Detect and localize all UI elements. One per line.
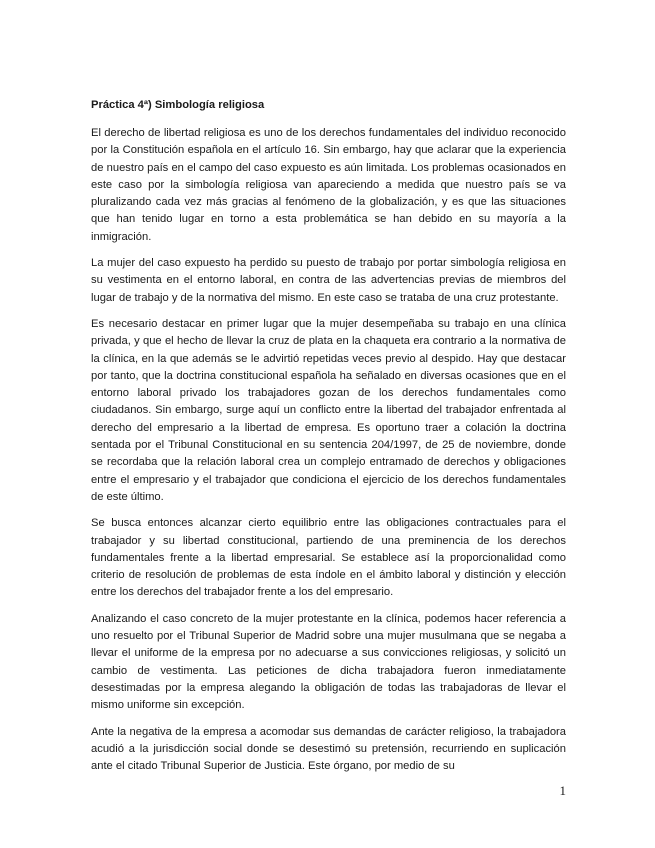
paragraph-1: El derecho de libertad religiosa es uno de los derechos fundamentales del individuo reconocido por la Constitución española en el artículo 16. Sin embargo, hay que aclarar que la experiencia de nuestro país en el campo del caso expuesto es aún limitada. Los problemas ocasionados en este caso por la simbología religiosa van apareciendo a medida que nuestro país se va pluralizando cada vez más gracias al fenómeno de la globalización, y es que las situaciones que han tenido lugar en torno a esta problemática se han debido en su mayoría a la inmigración. xyxy=(91,127,566,243)
paragraph-4: Se busca entonces alcanzar cierto equilibrio entre las obligaciones contractuales para el trabajador y su libertad constitucional, partiendo de una preminencia de los derechos fundamentales frente a la libertad empresarial. Se establece así la proporcionalidad como criterio de resolución de problemas de esta índole en el ámbito laboral y distinción y elección entre los derechos del trabajador frente a los del empresario. xyxy=(91,517,566,599)
page-number: 1 xyxy=(559,783,566,798)
paragraph-3: Es necesario destacar en primer lugar que la mujer desempeñaba su trabajo en una clínica privada, y que el hecho de llevar la cruz de plata en la chaqueta era contrario a la normativa de la clínica, en la que además se le advirtió repetidas veces previo al despido. Hay que destacar por tanto, que la doctrina constitucional española ha señalado en diversas ocasiones que en el entorno laboral privado los trabajadores gozan de los derechos fundamentales como ciudadanos. Sin embargo, surge aquí un conflicto entre la libertad del trabajador enfrentada al derecho del empresario a la libertad de empresa. Es oportuno traer a colación la doctrina sentada por el Tribunal Constitucional en su sentencia 204/1997, de 25 de noviembre, donde se recordaba que la relación laboral crea un complejo entramado de derechos y obligaciones entre el empresario y el trabajador que condiciona el ejercicio de los derechos fundamentales de este último. xyxy=(91,317,566,503)
paragraph-2: La mujer del caso expuesto ha perdido su puesto de trabajo por portar simbología religiosa en su vestimenta en el entorno laboral, en contra de las advertencias previas de miembros del lugar de trabajo y de la normativa del mismo. En este caso se trataba de una cruz protestante. xyxy=(91,257,566,304)
paragraph-5: Analizando el caso concreto de la mujer protestante en la clínica, podemos hacer referencia a uno resuelto por el Tribunal Superior de Madrid sobre una mujer musulmana que se negaba a llevar el uniforme de la empresa por no adecuarse a sus convicciones religiosas, y solicitó un cambio de vestimenta. Las peticiones de dicha trabajadora fueron inmediatamente desestimadas por la empresa alegando la obligación de todas las trabajadoras de llevar el mismo uniforme sin excepción. xyxy=(91,612,566,712)
paragraph-6: Ante la negativa de la empresa a acomodar sus demandas de carácter religioso, la trabajadora acudió a la jurisdicción social donde se desestimó su pretensión, recurriendo en suplicación ante el citado Tribunal Superior de Justicia. Este órgano, por medio de su xyxy=(91,725,566,773)
page-title: Práctica 4ª) Simbología religiosa xyxy=(91,99,265,111)
